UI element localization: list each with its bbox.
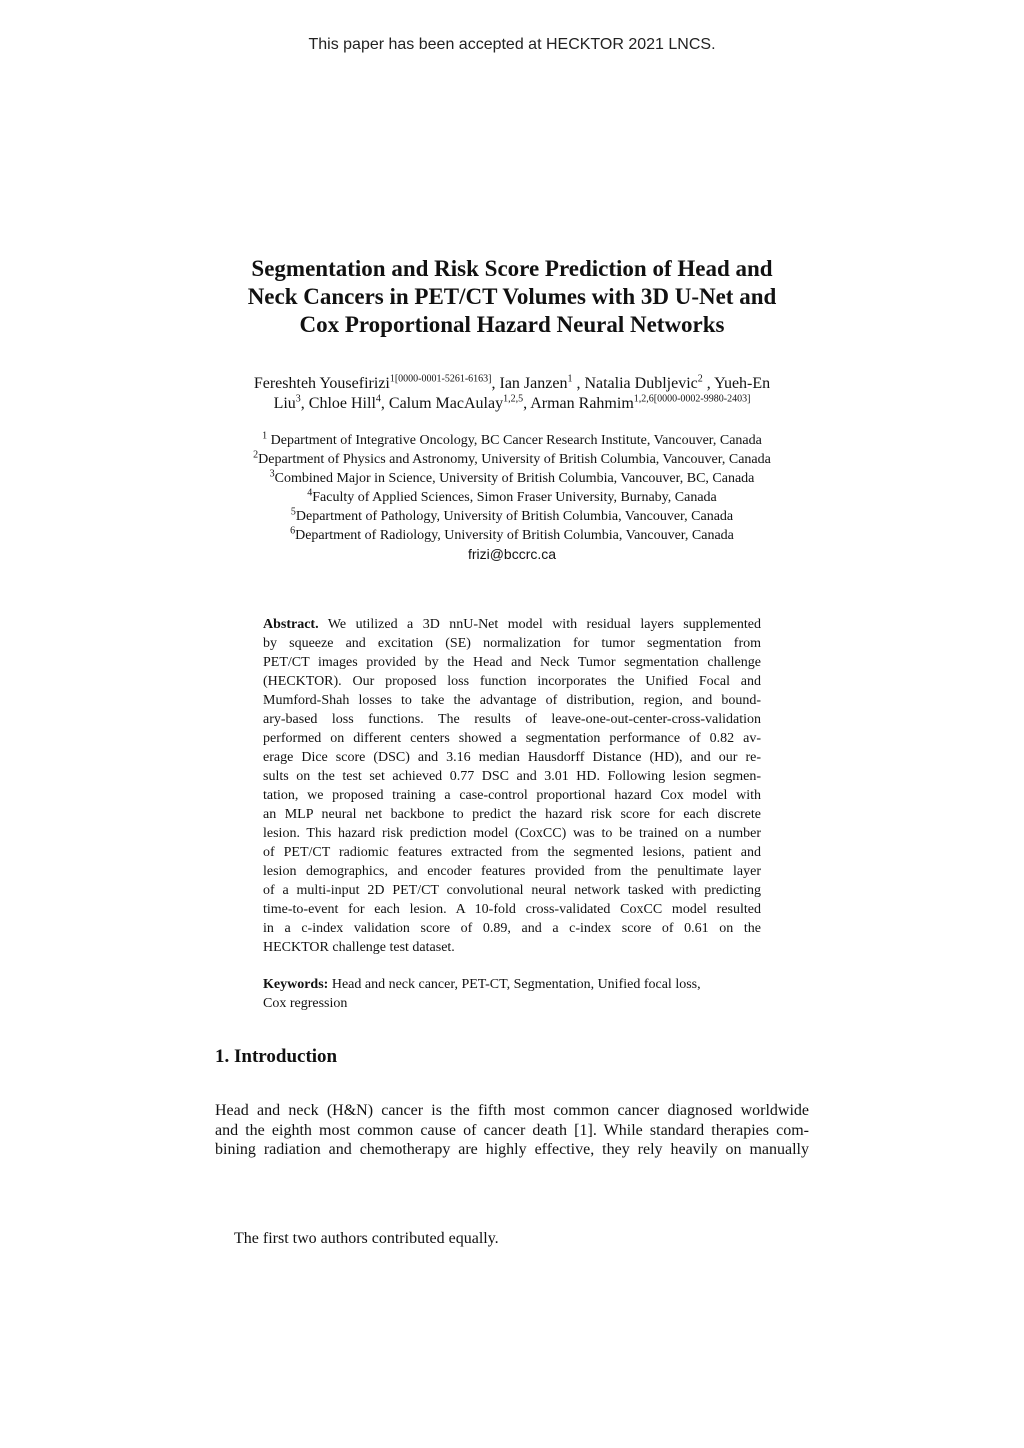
footnote: The first two authors contributed equally.: [234, 1230, 499, 1247]
author-line: Fereshteh Yousefirizi$^{1[0000-0001-5261-6163]}$, Ian Janzen$^1$ , Natalia Dubljevic$^2$ , Yueh-En: [253, 373, 771, 392]
abstract-line: Mumford-Shah losses to take the advantage of distribution, region, and bound-: [263, 693, 761, 708]
abstract-line: HECKTOR challenge test dataset.: [263, 940, 455, 955]
affiliation-text: Department of Pathology, University of British Columbia, Vancouver, Canada: [295, 509, 734, 524]
author-affiliation-mark: 1: [567, 373, 573, 385]
author-line: Liu$^3$, Chloe Hill$^4$, Calum MacAulay$^{1,2,5}$, Arman Rahmim$^{1,2,6[0000-0002-9980-2403]}$: [273, 393, 751, 412]
abstract-line: tation, we proposed training a case-control proportional hazard Cox model with: [263, 788, 761, 803]
affiliation-text: Faculty of Applied Sciences, Simon Fraser University, Burnaby, Canada: [312, 490, 717, 505]
abstract-label: Abstract.: [263, 617, 319, 632]
keywords-label: Keywords:: [263, 977, 329, 992]
abstract-line: of a multi-input 2D PET/CT convolutional neural network tasked with predicting: [263, 883, 761, 898]
paragraph-line: Head and neck (H&N) cancer is the fifth most common cancer diagnosed worldwide: [215, 1102, 809, 1119]
keywords-line: Cox regression: [263, 996, 348, 1011]
author-name: Fereshteh Yousefirizi: [253, 375, 390, 392]
abstract-line: of PET/CT radiomic features extracted from the segmented lesions, patient and: [263, 845, 761, 860]
abstract-line: (HECKTOR). Our proposed loss function incorporates the Unified Focal and: [263, 674, 761, 689]
author-name: Chloe Hill: [308, 395, 376, 412]
author-affiliation-mark: 1,2,5: [503, 393, 524, 405]
header-note: This paper has been accepted at HECKTOR 2021 LNCS.: [308, 36, 716, 53]
abstract-line: performed on different centers showed a segmentation performance of 0.82 av-: [263, 731, 761, 746]
abstract-line: sults on the test set achieved 0.77 DSC and 3.01 HD. Following lesion segmen-: [263, 769, 761, 784]
affiliation: [180, 469, 844, 488]
affiliation-text: Department of Radiology, University of British Columbia, Vancouver, Canada: [295, 528, 734, 543]
author-affiliation-mark: 4: [375, 393, 381, 405]
author-name: Yueh-En: [714, 375, 771, 392]
author-affiliation-mark: 1,2,6[0000-0002-9980-2403]: [633, 393, 751, 405]
abstract-line: lesion demographics, and encoder features provided from the penultimate layer: [263, 864, 761, 879]
abstract-line: [263, 615, 761, 634]
affiliation-text: Combined Major in Science, University of British Columbia, Vancouver, BC, Canada: [274, 471, 755, 486]
abstract-line: erage Dice score (DSC) and 3.16 median Hausdorff Distance (HD), and our re-: [263, 750, 761, 765]
affiliation-text: Department of Integrative Oncology, BC Cancer Research Institute, Vancouver, Canada: [267, 433, 762, 448]
author-name: Natalia Dubljevic: [584, 375, 698, 392]
abstract-text: We utilized a 3D nnU-Net model with residual layers supplemented: [318, 617, 761, 632]
abstract-line: lesion. This hazard risk prediction model (CoxCC) was to be trained on a number: [263, 826, 761, 841]
author-affiliation-mark: 3: [295, 393, 301, 405]
affiliation: [180, 507, 844, 526]
author-list: [180, 374, 844, 414]
abstract-line: an MLP neural net backbone to predict the hazard risk score for each discrete: [263, 807, 761, 822]
affiliation: [180, 450, 844, 469]
affiliation-number: 5: [290, 506, 296, 518]
affiliation-number: 4: [307, 487, 313, 499]
keywords-text: Head and neck cancer, PET-CT, Segmentation, Unified focal loss,: [328, 977, 701, 992]
abstract-line: time-to-event for each lesion. A 10-fold cross-validated CoxCC model resulted: [263, 902, 761, 917]
title-line: Neck Cancers in PET/CT Volumes with 3D U-Net and: [247, 284, 777, 309]
paragraph-line: bining radiation and chemotherapy are highly effective, they rely heavily on manually: [215, 1141, 809, 1158]
title-line: Segmentation and Risk Score Prediction of Head and: [251, 256, 773, 281]
author-name: Arman Rahmim: [530, 395, 634, 412]
affiliation-text: Department of Physics and Astronomy, University of British Columbia, Vancouver, Canada: [258, 452, 771, 467]
author-name: Ian Janzen: [499, 375, 568, 392]
affiliation-number: 6: [290, 525, 296, 537]
author-name: Calum MacAulay: [388, 395, 504, 412]
affiliation: [180, 431, 844, 450]
affiliation: [180, 526, 844, 545]
paragraph-line: and the eighth most common cause of cancer death [1]. While standard therapies com-: [215, 1121, 809, 1139]
author-affiliation-mark: 1[0000-0001-5261-6163]: [389, 373, 492, 385]
affiliation-number: 3: [269, 468, 275, 480]
introduction-paragraph: [215, 1101, 809, 1160]
keywords-line: [263, 975, 761, 994]
abstract: [263, 615, 761, 957]
section-heading-introduction: 1. Introduction: [215, 1046, 338, 1067]
author-name: Liu: [273, 395, 296, 412]
title-line: Cox Proportional Hazard Neural Networks: [299, 312, 725, 337]
keywords: [263, 975, 761, 1013]
abstract-line: PET/CT images provided by the Head and Neck Tumor segmentation challenge: [263, 655, 761, 670]
author-affiliation-mark: 2: [697, 373, 703, 385]
affiliation-list: [180, 431, 844, 564]
abstract-line: in a c-index validation score of 0.89, and a c-index score of 0.61 on the: [263, 921, 761, 936]
contact-email[interactable]: frizi@bccrc.ca: [467, 546, 557, 562]
affiliation-number: 2: [253, 449, 259, 461]
affiliation: [180, 488, 844, 507]
abstract-line: ary-based loss functions. The results of leave-one-out-center-cross-validation: [263, 712, 761, 727]
abstract-line: by squeeze and excitation (SE) normalization for tumor segmentation from: [263, 636, 761, 651]
affiliation-number: 1: [262, 430, 268, 442]
paper-title: [200, 255, 824, 339]
